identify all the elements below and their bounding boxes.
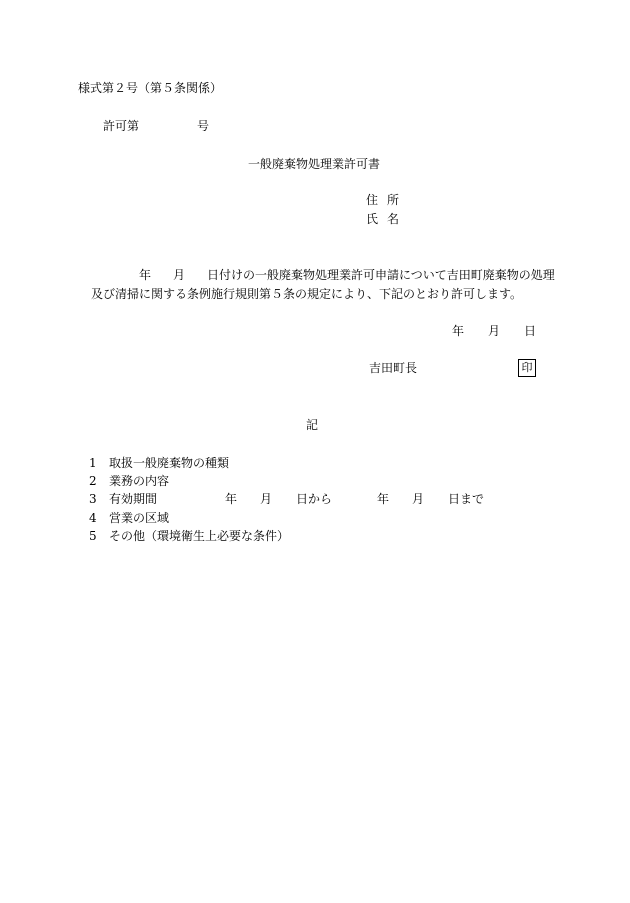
period-to-month: 月 [412,492,425,506]
issue-date-month: 月 [488,324,501,338]
issue-date-year: 年 [452,324,465,338]
issue-date-day: 日 [524,324,537,338]
body-text-line-2: 及び清掃に関する条例施行規則第５条の規定により、下記のとおり許可します。 [91,287,523,301]
body-application-month: 月 [173,268,186,282]
body-text-line-1: 日付けの一般廃棄物処理業許可申請について吉田町廃棄物の処理 [207,268,555,282]
form-label: 様式第２号（第５条関係） [78,81,223,95]
period-from-year: 年 [225,492,238,506]
list-item-business-content: 業務の内容 [109,474,170,488]
list-item-number: 1 [89,456,97,470]
document-title: 一般廃棄物処理業許可書 [248,157,381,171]
name-label: 氏名 [366,212,409,226]
period-from-month: 月 [260,492,273,506]
period-to-day: 日まで [448,492,485,506]
permit-number-prefix: 許可第 [103,119,140,133]
list-item-business-area: 営業の区域 [109,511,170,525]
permit-number-suffix: 号 [197,119,210,133]
list-item-other-conditions: その他（環境衛生上必要な条件） [109,529,290,543]
period-from-day: 日から [296,492,333,506]
period-to-year: 年 [377,492,390,506]
ki-heading: 記 [306,418,319,432]
list-item-waste-type: 取扱一般廃棄物の種類 [109,456,230,470]
address-label: 住所 [366,193,409,207]
list-item-number: 2 [89,474,97,488]
list-item-number: 3 [89,492,97,506]
body-application-year: 年 [139,268,152,282]
list-item-number: 4 [89,511,97,525]
signer-title: 吉田町長 [369,361,418,375]
seal-stamp: 印 [518,359,536,377]
list-item-number: 5 [89,529,97,543]
list-item-validity-period: 有効期間 [109,492,158,506]
